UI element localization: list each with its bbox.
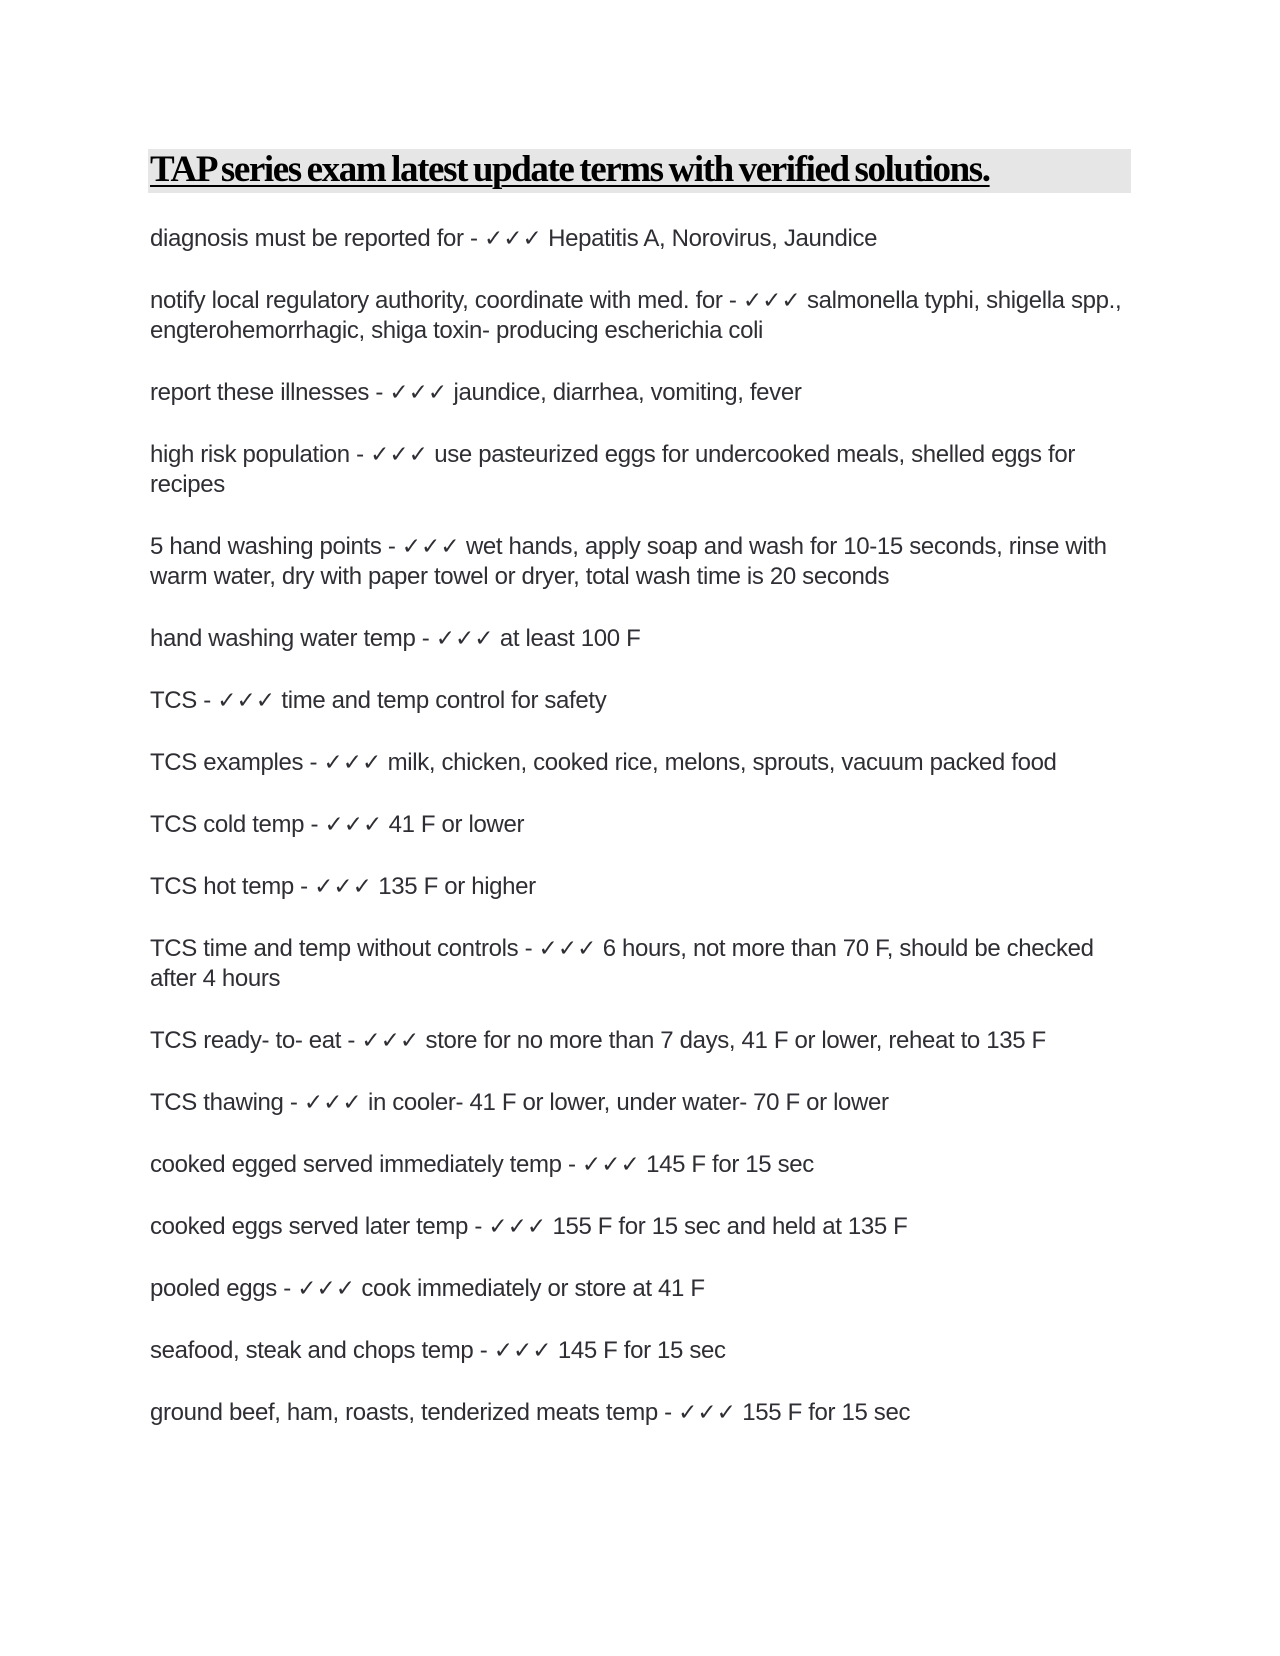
answer-text: 6 hours, not more than 70 F, should be checked after 4 hours: [150, 935, 1094, 992]
term-item: hand washing water temp - ✓✓✓ at least 100 F: [150, 625, 641, 652]
term-item: ground beef, ham, roasts, tenderized meats temp - ✓✓✓ 155 F for 15 sec: [150, 1399, 911, 1426]
term-text: pooled eggs: [150, 1275, 277, 1302]
answer-text: milk, chicken, cooked rice, melons, sprouts, vacuum packed food: [387, 749, 1057, 776]
checkmark-icon: ✓✓✓: [314, 874, 372, 900]
checkmark-icon: ✓✓✓: [297, 1276, 356, 1302]
term-text: TCS thawing: [150, 1089, 284, 1116]
term-text: TCS cold temp: [150, 811, 305, 838]
answer-text: 145 F for 15 sec: [646, 1151, 814, 1178]
answer-text: 145 F for 15 sec: [557, 1337, 726, 1364]
answer-text: 155 F for 15 sec and held at 135 F: [552, 1213, 908, 1240]
checkmark-icon: ✓✓✓: [323, 750, 382, 776]
term-text: 5 hand washing points: [150, 533, 382, 560]
term-item: seafood, steak and chops temp - ✓✓✓ 145 F for 15 sec: [150, 1337, 726, 1364]
term-text: TCS examples: [150, 749, 304, 776]
answer-text: time and temp control for safety: [281, 687, 607, 714]
term-item: TCS hot temp - ✓✓✓ 135 F or higher: [150, 873, 536, 900]
term-item: TCS - ✓✓✓ time and temp control for safety: [150, 687, 607, 714]
term-text: hand washing water temp: [150, 625, 416, 652]
term-text: TCS time and temp without controls: [150, 935, 519, 962]
answer-text: in cooler- 41 F or lower, under water- 70 F or lower: [367, 1089, 889, 1116]
term-item: TCS cold temp - ✓✓✓ 41 F or lower: [150, 811, 525, 838]
term-text: diagnosis must be reported for: [150, 225, 464, 252]
term-text: ground beef, ham, roasts, tenderized meats temp: [150, 1399, 658, 1426]
term-text: high risk population: [150, 441, 350, 468]
answer-text: Hepatitis A, Norovirus, Jaundice: [548, 225, 878, 252]
answer-text: salmonella typhi, shigella spp., engterohemorrhagic, shiga toxin- producing escherichia coli: [150, 287, 1122, 344]
answer-text: 135 F or higher: [378, 873, 536, 900]
term-text: TCS ready- to- eat: [150, 1027, 342, 1054]
checkmark-icon: ✓✓✓: [538, 936, 597, 962]
checkmark-icon: ✓✓✓: [742, 288, 801, 314]
checkmark-icon: ✓✓✓: [217, 688, 276, 714]
term-item: TCS ready- to- eat - ✓✓✓ store for no more than 7 days, 41 F or lower, reheat to 135 F: [150, 1027, 1046, 1054]
checkmark-icon: ✓✓✓: [483, 226, 542, 252]
checkmark-icon: ✓✓✓: [361, 1028, 420, 1054]
checkmark-icon: ✓✓✓: [370, 442, 428, 468]
answer-text: at least 100 F: [499, 625, 641, 652]
term-text: TCS hot temp: [150, 873, 294, 900]
checkmark-icon: ✓✓✓: [303, 1090, 362, 1116]
term-text: report these illnesses: [150, 379, 370, 406]
term-item: high risk population - ✓✓✓ use pasteurized eggs for undercooked meals, shelled eggs for recipes: [150, 441, 1075, 498]
term-text: cooked eggs served later temp: [150, 1213, 469, 1240]
term-text: TCS: [150, 687, 197, 714]
term-list: [150, 224, 1135, 1460]
checkmark-icon: ✓✓✓: [493, 1338, 552, 1364]
answer-text: jaundice, diarrhea, vomiting, fever: [453, 379, 802, 406]
term-text: seafood, steak and chops temp: [150, 1337, 474, 1364]
term-text: cooked egged served immediately temp: [150, 1151, 562, 1178]
answer-text: use pasteurized eggs for undercooked meals, shelled eggs for recipes: [150, 441, 1075, 498]
checkmark-icon: ✓✓✓: [324, 812, 383, 838]
checkmark-icon: ✓✓✓: [488, 1214, 547, 1240]
answer-text: 155 F for 15 sec: [742, 1399, 911, 1426]
term-item: cooked eggs served later temp - ✓✓✓ 155 F for 15 sec and held at 135 F: [150, 1213, 908, 1240]
answer-text: store for no more than 7 days, 41 F or lower, reheat to 135 F: [425, 1027, 1046, 1054]
term-item: TCS thawing - ✓✓✓ in cooler- 41 F or lower, under water- 70 F or lower: [150, 1089, 889, 1116]
answer-text: 41 F or lower: [388, 811, 525, 838]
answer-text: wet hands, apply soap and wash for 10-15 seconds, rinse with warm water, dry with paper towel or dryer, total wash time is 20 seconds: [150, 533, 1107, 590]
term-item: cooked egged served immediately temp - ✓✓✓ 145 F for 15 sec: [150, 1151, 814, 1178]
term-item: report these illnesses - ✓✓✓ jaundice, diarrhea, vomiting, fever: [150, 379, 802, 406]
checkmark-icon: ✓✓✓: [389, 380, 448, 406]
term-item: diagnosis must be reported for - ✓✓✓ Hepatitis A, Norovirus, Jaundice: [150, 225, 878, 252]
term-item: pooled eggs - ✓✓✓ cook immediately or store at 41 F: [150, 1275, 705, 1302]
document-title: TAP series exam latest update terms with verified solutions.: [150, 149, 990, 190]
term-item: TCS examples - ✓✓✓ milk, chicken, cooked rice, melons, sprouts, vacuum packed food: [150, 749, 1057, 776]
term-item: notify local regulatory authority, coordinate with med. for - ✓✓✓ salmonella typhi, shigella spp., engterohemorrhagic, shiga toxin- producing escherichia coli: [150, 287, 1122, 344]
checkmark-icon: ✓✓✓: [678, 1400, 736, 1426]
answer-text: cook immediately or store at 41 F: [361, 1275, 705, 1302]
term-item: 5 hand washing points - ✓✓✓ wet hands, apply soap and wash for 10-15 seconds, rinse with warm water, dry with paper towel or dryer, total wash time is 20 seconds: [150, 533, 1107, 590]
term-item: TCS time and temp without controls - ✓✓✓ 6 hours, not more than 70 F, should be checked after 4 hours: [150, 935, 1094, 992]
checkmark-icon: ✓✓✓: [435, 626, 494, 652]
checkmark-icon: ✓✓✓: [581, 1152, 640, 1178]
checkmark-icon: ✓✓✓: [401, 534, 460, 560]
term-text: notify local regulatory authority, coordinate with med. for: [150, 287, 723, 314]
